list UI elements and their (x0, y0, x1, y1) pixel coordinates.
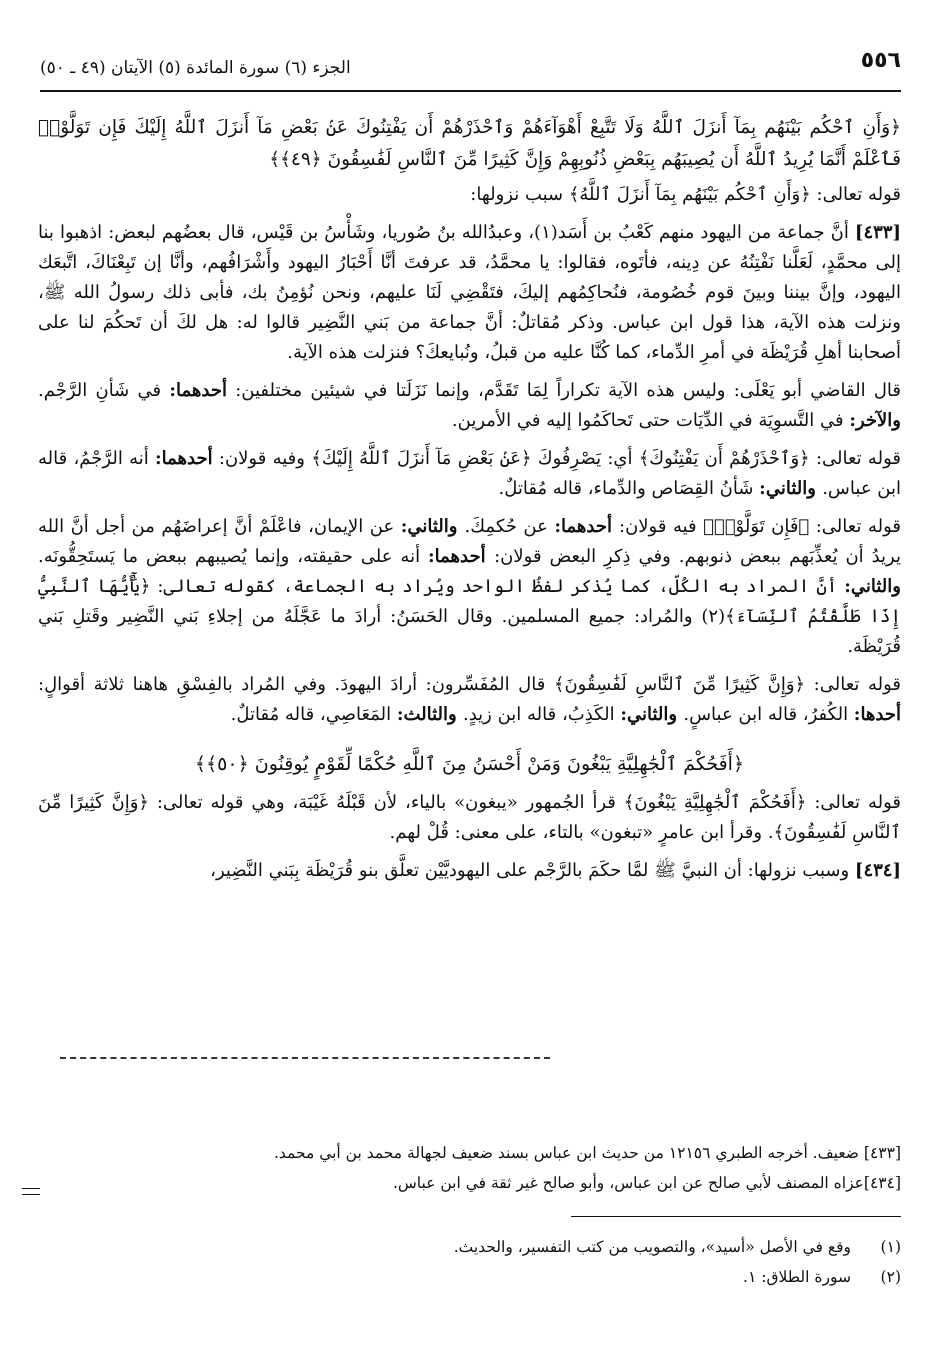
running-head: الجزء (٦) سورة المائدة (٥) الآيتان (٤٩ ـ ٥٠) (40, 58, 351, 78)
paragraph (38, 670, 901, 730)
text-run: قوله تعالى: ﴿وَٱحْذَرْهُمْ أَن يَفْتِنُوكَ﴾ أي: يَصْرِفُوكَ ﴿عَنۢ بَعْضِ مَآ أَنزَلَ ٱللَّهُ إِلَيْكَ﴾ وفيه قولان: (218, 448, 901, 469)
bold-term: والثاني: (844, 576, 901, 597)
note-text: عزاه المصنف لأبي صالح عن ابن عباس، وأبو صالح غير ثقة في ابن عباس. (392, 1174, 864, 1192)
verse-49: ﴿وَأَنِ ٱحْكُم بَيْنَهُم بِمَآ أَنزَلَ ٱللَّهُ وَلَا تَتَّبِعْ أَهْوَآءَهُمْ وَٱحْذَرْهُمْ أَن يَفْتِنُوكَ عَنۢ بَعْضِ مَآ أَنزَلَ ٱللَّهُ إِلَيْكَ فَإِن تَوَلَّوْا۟ فَٱعْلَمْ أَنَّمَا يُرِيدُ ٱللَّهُ أَن يُصِيبَهُم بِبَعْضِ ذُنُوبِهِمْ وَإِنَّ كَثِيرًا مِّنَ ٱلنَّاسِ لَفَٰسِقُونَ ﴿٤٩﴾﴾ (38, 117, 901, 170)
bold-term: والثاني: (759, 478, 823, 499)
bold-term: والثالث: (396, 704, 463, 725)
footnotes (40, 1232, 901, 1292)
text-run: قال القاضي أبو يَعْلَى: وليس هذه الآية تكراراً لِمَا تَقَدَّم، وإنما نَزَلَتا في شيئين مختلفين: (235, 380, 901, 401)
paragraph (38, 856, 901, 886)
footnote-number: (٢) (880, 1268, 901, 1286)
bold-term: والآخر: (849, 410, 901, 431)
paragraph (38, 512, 901, 662)
header-rule (40, 90, 901, 92)
text-run: أنه على حقيقته، وإنما يُصيبهم ببعض ما يَستَحِقُّونَه. (38, 546, 429, 567)
note-number: [٤٣٣] (863, 1144, 901, 1162)
text-run: أنَّ المراد به الكُلّ، كما يُذكر لفظُ الواحد ويُراد به الجماعة، كقوله تعالى: ﴿يَٰٓأَيُّهَا ٱلنَّبِيُّ إِذَا طَلَّقْتُمُ ٱلنِّسَآءَ﴾(٢) والمُراد: جميع المسلمين. وقال الحَسَنُ: أرادَ ما عَجَّلَهُ من إجلاءِ بَني النَّضِير وقَتلِ بَني قُرَيْظَة. (38, 576, 901, 657)
paragraph (38, 444, 901, 504)
bold-term: أحدهما: (554, 516, 619, 537)
text-run: قوله تعالى: ﴿فَإِن تَوَلَّوْا۟﴾ فيه قولان: (619, 516, 901, 537)
text-run: أنه الرَّجْمُ، قاله ابن عباس. (38, 448, 901, 499)
text-run: في التَّسوِيَة في الدِّيَات حتى تَحاكَمُوا إليه في الأمرين. (451, 410, 850, 431)
text-run: عن حُكمِكَ. (464, 516, 555, 537)
note-line (40, 1168, 901, 1198)
bold-term: أحدهما: (428, 546, 495, 567)
text-run: الكُفرُ، قاله ابن عباسٍ. (683, 704, 854, 725)
dashed-separator (60, 1057, 550, 1059)
page-header (40, 48, 901, 88)
bold-term: والثاني: (620, 704, 684, 725)
paragraph (38, 218, 901, 368)
text-run: قوله تعالى: ﴿وَإِنَّ كَثِيرًا مِّنَ ٱلنَّاسِ لَفَٰسِقُونَ﴾ قال المُفَسِّرون: أرادَ اليهودَ. وفي المُراد بالفِسْقِ هاهنا ثلاثة أقوالٍ: (38, 674, 901, 695)
text-run: وسبب نزولها: أن النبيَّ ﷺ لمَّا حكَمَ بالرَّجْم على اليهوديَّيْن تعلَّق بنو قُرَيْظَة بِبَني النَّضِير، (210, 860, 855, 881)
bold-term: أحدها: (853, 704, 901, 725)
note-line (40, 1138, 901, 1168)
text-run: شَأنُ القِصَاص والدِّماء، قاله مُقاتلٌ. (498, 478, 760, 499)
page-number: ٥٥٦ (860, 48, 901, 73)
text-run: المَعَاصِي، قاله مُقاتلٌ. (230, 704, 397, 725)
hadith-number: [٤٣٣] (854, 222, 901, 243)
footnote-rule (571, 1216, 901, 1217)
verse-50: ﴿أَفَحُكْمَ ٱلْجَٰهِلِيَّةِ يَبْغُونَ وَمَنْ أَحْسَنُ مِنَ ٱللَّهِ حُكْمًا لِّقَوْمٍ يُوقِنُونَ ﴿٥٠﴾﴾ (194, 753, 745, 775)
footnote (40, 1262, 901, 1292)
margin-mark (22, 1188, 40, 1195)
paragraph (38, 788, 901, 848)
text-run: قوله تعالى: ﴿وَأَنِ ٱحْكُم بَيْنَهُم بِمَآ أَنزَلَ ٱللَّهُ﴾ سبب نزولها: (470, 184, 901, 205)
text-run: قوله تعالى: ﴿أَفَحُكْمَ ٱلْجَٰهِلِيَّةِ يَبْغُونَ﴾ قرأ الجُمهور «يبغون» بالياء، لأن قَبْلَهُ غَيْبَة، وهي قوله تعالى: ﴿وَإِنَّ كَثِيرًا مِّنَ ٱلنَّاسِ لَفَٰسِقُونَ﴾. وقرأ ابن عامرٍ «تبغون» بالتاء، على معنى: قُلْ لهم. (38, 792, 901, 843)
note-text: ضعيف. أخرجه الطبري ١٢١٥٦ من حديث ابن عباس بسند ضعيف لجهالة محمد بن أبي محمد. (273, 1144, 864, 1162)
bold-term: أحدهما: (155, 448, 213, 469)
main-text (38, 112, 901, 894)
text-run: في شَأنِ الرَّجْم. (38, 380, 170, 401)
bold-term: أحدهما: (169, 380, 227, 401)
bold-term: والثاني: (400, 516, 465, 537)
paragraph (38, 180, 901, 210)
text-run: الكَذِبُ، قاله ابن زيدٍ. (462, 704, 621, 725)
takhrij-notes (40, 1138, 901, 1198)
footnote (40, 1232, 901, 1262)
hadith-number: [٤٣٤] (854, 860, 901, 881)
text-run: أنَّ جماعة من اليهود منهم كَعْبُ بن أَسَد(١)، وعبدُالله بنُ صُوريا، وشَأْسُ بن قَيْس، قال بعضُهم لبعض: اذهبوا بنا إلى محمَّدٍ، لَعَلَّنا نَفْتِنُهُ عن دِينه، فأتَوه، فقالوا: يا محمَّدُ، قد عرفتَ أنَّا أَحْبَارُ اليهود وأَشْرَافُهم، وأنَّا إن تَبِعْنَاكَ، اتَّبعَك اليهود، وإنَّ بيننا وبينَ قوم خُصُومة، فنُحاكِمُهم إليكَ، فتَقْضِي لَنَا عليهم، ونحن نُؤمِنُ بك، فأبى ذلك رسولُ الله ﷺ، ونزلت هذه الآية، هذا قول ابن عباس. وذكر مُقاتلٌ: أنَّ جماعة من بَني النَّضِير قالوا له: هل لكَ أن تَحكُمَ لنا على أصحابنا أهلِ قُرَيْظَة في أمرِ الدِّماء، كما كُنَّا عليه من قبلُ، ونُبايعكَ؟ فنزلت هذه الآية. (38, 222, 901, 363)
paragraph (38, 376, 901, 436)
text-run: عن الإيمان، فاعْلَمْ أنَّ إعراضَهُم من أجل أنَّ الله يريدُ أن يُعذِّبَهم ببعض ذنوبهم. وفي ذِكرِ البعض قولان: (38, 516, 901, 567)
footnote-number: (١) (880, 1238, 901, 1256)
footnote-text: سورة الطلاق: ١. (743, 1268, 851, 1286)
note-number: [٤٣٤] (863, 1174, 901, 1192)
footnote-text: وقع في الأصل «أسيد»، والتصويب من كتب التفسير، والحديث. (453, 1238, 851, 1256)
